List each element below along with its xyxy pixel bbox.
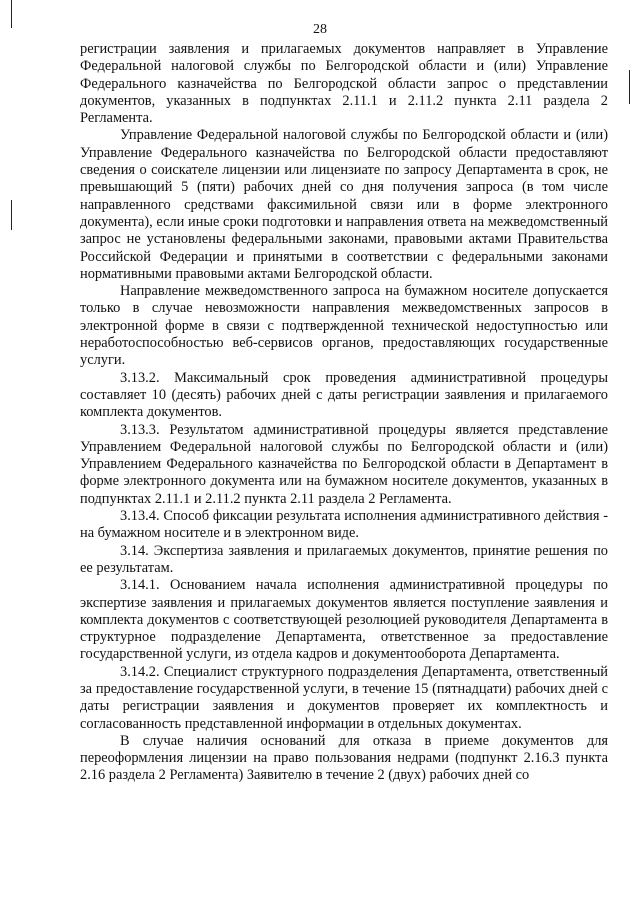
paragraph: 3.13.3. Результатом административной процедуры является представление Управлением Федеральной налоговой службы по Белгородской области и (или) Управлением Федерального казначейства по Белгородской области в Департамент в форме электронного документа или на бумажном носителе документов, указанных в подпунктах 2.11.1 и 2.11.2 пункта 2.11 раздела 2 Регламента. (80, 421, 608, 507)
paragraph: Направление межведомственного запроса на бумажном носителе допускается только в случае невозможности направления межведомственных запросов в электронной форме в связи с подтвержденной технической недоступностью или неработоспособностью веб-сервисов органов, предоставляющих государственные услуги. (80, 283, 608, 369)
paragraph: В случае наличия оснований для отказа в приеме документов для переоформления лицензии на право пользования недрами (подпункт 2.16.3 пункта 2.16 раздела 2 Регламента) Заявителю в течение 2 (двух) рабочих дней со (80, 732, 608, 784)
paragraph: 3.14. Экспертиза заявления и прилагаемых документов, принятие решения по ее результатам. (80, 542, 608, 576)
paragraph: 3.13.2. Максимальный срок проведения административной процедуры составляет 10 (десять) рабочих дней с даты регистрации заявления и прилагаемого комплекта документов. (80, 369, 608, 421)
document-body (80, 41, 608, 785)
scan-edge-mark-middle (11, 200, 12, 230)
paragraph: 3.14.2. Специалист структурного подразделения Департамента, ответственный за предоставление государственной услуги, в течение 15 (пятнадцати) рабочих дней с даты регистрации заявления и документов проверяет их комплектность и согласованность представленной информации в отдельных документах. (80, 663, 608, 732)
scan-edge-mark-right (629, 70, 630, 104)
paragraph: 3.13.4. Способ фиксации результата исполнения административного действия - на бумажном носителе и в электронном виде. (80, 508, 608, 542)
page-number: 28 (313, 22, 327, 37)
paragraph: Управление Федеральной налоговой службы по Белгородской области и (или) Управление Федерального казначейства по Белгородской области предоставляют сведения о соискателе лицензии или лицензиате по запросу Департамента в срок, не превышающий 5 (пяти) рабочих дней со дня получения запроса (в том числе направленного средствами факсимильной связи или в форме электронного документа), если иные сроки подготовки и направления ответа на межведомственный запрос не установлены федеральными законами, правовыми актами Правительства Российской Федерации и принятыми в соответствии с федеральными законами нормативными правовыми актами Белгородской области. (80, 127, 608, 282)
paragraph: 3.14.1. Основанием начала исполнения административной процедуры по экспертизе заявления и прилагаемых документов является поступление заявления и комплекта документов с соответствующей резолюцией руководителя Департамента в структурное подразделение Департамента, ответственное за предоставление государственной услуги, из отдела кадров и документооборота Департамента. (80, 577, 608, 663)
paragraph: регистрации заявления и прилагаемых документов направляет в Управление Федеральной налоговой службы по Белгородской области и (или) Управление Федерального казначейства по Белгородской области запрос о представлении документов, указанных в подпунктах 2.11.1 и 2.11.2 пункта 2.11 раздела 2 Регламента. (80, 41, 608, 127)
